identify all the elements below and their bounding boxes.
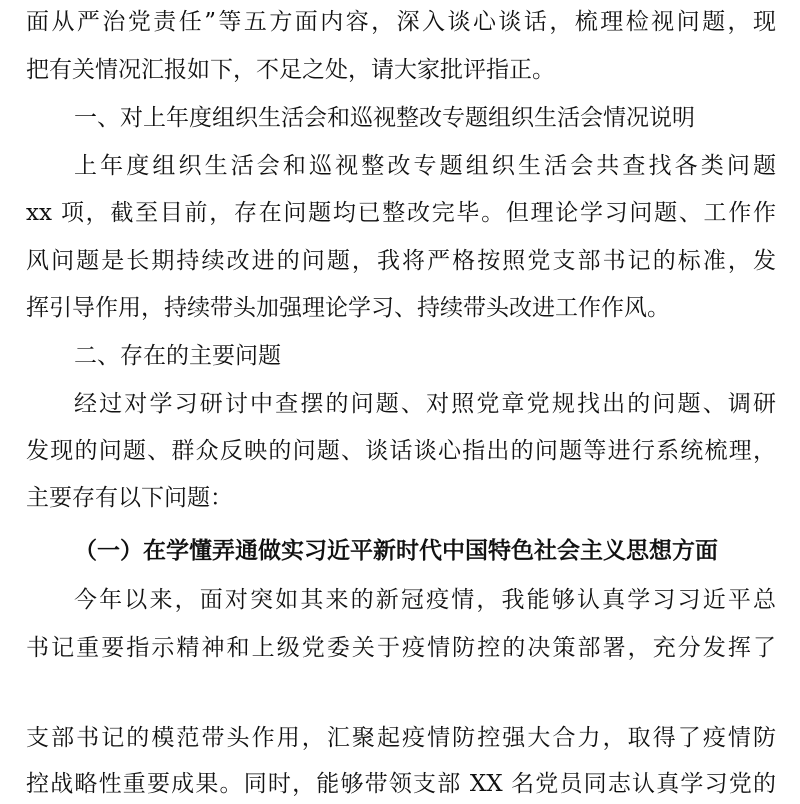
paragraph-line: 今年以来，面对突如其来的新冠疫情，我能够认真学习习近平总 xyxy=(74,587,776,613)
paragraph-line: 上年度组织生活会和巡视整改专题组织生活会共查找各类问题 xyxy=(74,153,776,179)
section-heading: 二、存在的主要问题 xyxy=(74,343,281,369)
paragraph-line: 书记重要指示精神和上级党委关于疫情防控的决策部署，充分发挥了 xyxy=(26,635,776,661)
paragraph-line: 面从严治党责任”等五方面内容，深入谈心谈话，梳理检视问题，现 xyxy=(26,9,776,35)
paragraph-line: 发现的问题、群众反映的问题、谈话谈心指出的问题等进行系统梳理， xyxy=(26,438,776,464)
paragraph-line: 风问题是长期持续改进的问题，我将严格按照党支部书记的标准，发 xyxy=(26,248,776,274)
paragraph-line: 经过对学习研讨中查摆的问题、对照党章党规找出的问题、调研 xyxy=(74,391,776,417)
paragraph-line: 控战略性重要成果。同时，能够带领支部 XX 名党员同志认真学习党的 xyxy=(26,771,776,797)
paragraph-line: 挥引导作用，持续带头加强理论学习、持续带头改进工作作风。 xyxy=(26,295,670,321)
paragraph-line: 支部书记的模范带头作用，汇聚起疫情防控强大合力，取得了疫情防 xyxy=(26,725,776,751)
paragraph-line: 把有关情况汇报如下，不足之处，请大家批评指正。 xyxy=(26,57,555,83)
subsection-heading: （一）在学懂弄通做实习近平新时代中国特色社会主义思想方面 xyxy=(74,538,718,564)
paragraph-line: xx 项，截至目前，存在问题均已整改完毕。但理论学习问题、工作作 xyxy=(26,200,776,226)
paragraph-line: 主要存有以下问题： xyxy=(26,485,233,511)
section-heading: 一、对上年度组织生活会和巡视整改专题组织生活会情况说明 xyxy=(74,105,695,131)
